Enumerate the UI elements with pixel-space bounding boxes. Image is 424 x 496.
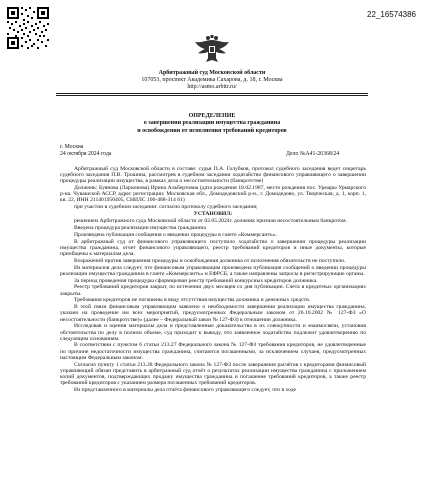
title-line1: о завершении реализации имущества гражданина [143, 120, 281, 127]
paragraph: Из представленного в материалы дела отчёта финансового управляющего следует, что в ходе [74, 386, 297, 393]
paragraph: В арбитражный суд от финансового управляющего поступило ходатайство о завершении процедуры реализации имущества гражданина, отчет финансового управляющего, реестр требований кредиторов и иные документы, которые приобщены к материалам дела. [60, 238, 366, 257]
date: 24 октября 2024 года [60, 151, 112, 157]
paragraph: За период проведения процедуры сформирован реестр требований конкурсных кредиторов должника. [74, 277, 318, 284]
paragraph: Согласно пункту 1 статьи 213.28 Федерального закона № 127-ФЗ после завершения расчётов с кредиторами финансовый управляющий обязан представить в арбитражный суд отчёт о результатах реализации имущества гражданина с приложением копий документов, подтверждающих продажу имущества гражданина и погашение требований кредиторов, а также реестр требований кредиторов с указанием размера погашенных требований кредиторов. [60, 361, 366, 386]
paragraph: Произведена публикация сообщения о введении процедуры в газете «Коммерсантъ». [74, 231, 277, 238]
paragraph: Исследовав и оценив материалы дела и представленные доказательства в их совокупности и взаимосвязи, установив обстоятельства по делу в полном объеме, суд приходит к выводу, что заявленное ходатайство подлежит удовлетворению по следующим основаниям. [60, 323, 366, 342]
paragraph: Требования кредиторов не погашены в виду отсутствия имущества должника и денежных средств. [74, 297, 311, 304]
paragraph: Реестр требований кредиторов закрыт, по истечении двух месяцев со дня публикации. Счета в кредитных организациях закрыты. [60, 284, 366, 297]
paragraph: Арбитражный суд Московской области в составе: судья П.А. Голубков, протокол судебного заседания ведет секретарь судебного заседания П.В. Трошина, рассмотрев в судебном заседании ходатайство финансового управляющего о завершении процедуры реализации имущества, в рамках дела о несостоятельности (банкротстве) [60, 166, 366, 185]
document-place-date [60, 144, 112, 158]
court-website: http://asmo.arbitr.ru/ [187, 84, 237, 90]
case-number: Дело №А41-26368/24 [286, 151, 340, 157]
title-word: ОПРЕДЕЛЕНИЕ [188, 113, 236, 119]
paragraph: Возражений против завершения процедуры и освобождения должника от исполнения обязательств не поступило. [74, 257, 346, 264]
qr-code [6, 6, 50, 50]
section-heading: УСТАНОВИЛ: [193, 211, 233, 218]
court-header [0, 70, 424, 91]
court-name: Арбитражный суд Московской области [158, 70, 266, 76]
paragraph: В этой связи финансовым управляющим заявлено о необходимости завершения реализации имущества гражданина, указано на проведение им всех мероприятий, предусмотренных Федеральным законом от 26.10.2002 № 127-ФЗ «О несостоятельности (банкротстве)» (далее – Федеральный закон № 127-ФЗ) в отношении должника. [60, 304, 366, 323]
paragraph: Из материалов дела следует, что финансовым управляющим произведена публикация сообщений о введении процедуры реализации имущества гражданина в газете «Коммерсантъ» и ЕФРСБ, а также направлены запросы в регистрирующие органы. [60, 264, 366, 277]
document-id: 22_16574386 [367, 10, 416, 19]
court-address: 107053, проспект Академика Сахарова, д. 18, г. Москва [141, 77, 283, 83]
document-body [60, 166, 366, 394]
header-divider-top [56, 93, 368, 94]
paragraph: Введена процедура реализации имущества гражданина [74, 224, 206, 231]
city: г. Москва [60, 144, 84, 150]
document-title [0, 113, 424, 135]
paragraph: Должник: Буянова (Ларионова) Ирина Альбертовна (дата рождения 18.02.1987, место рождения пос. Урмары Урмарского р-на. Чувашской АССР, адрес регистрации: Московская обл., Домодедовский р-н., г. Домодедово, ул. Творческая, д. 1, корп. 1, кв. 22, ИНН 211401950405, СНИЛС 106-488-314 61) [60, 185, 366, 204]
double-headed-eagle-emblem-icon [192, 34, 232, 66]
title-line2: и освобождении от исполнения требований кредиторов [137, 127, 287, 134]
header-divider-bottom [56, 95, 368, 96]
paragraph: при участии в судебном заседании: согласно протоколу судебного заседания; [74, 204, 258, 211]
paragraph: В соответствии с пунктом 6 статьи 213.27 Федерального закона № 127-ФЗ требования кредиторов, не удовлетворенные по причине недостаточности имущества гражданина, считаются погашенными, за исключением случаев, предусмотренных настоящим Федеральным законом. [60, 342, 366, 361]
paragraph: решением Арбитражного суда Московской области от 02.05.2024г. должник признан несостоятельным банкротом. [74, 217, 347, 224]
